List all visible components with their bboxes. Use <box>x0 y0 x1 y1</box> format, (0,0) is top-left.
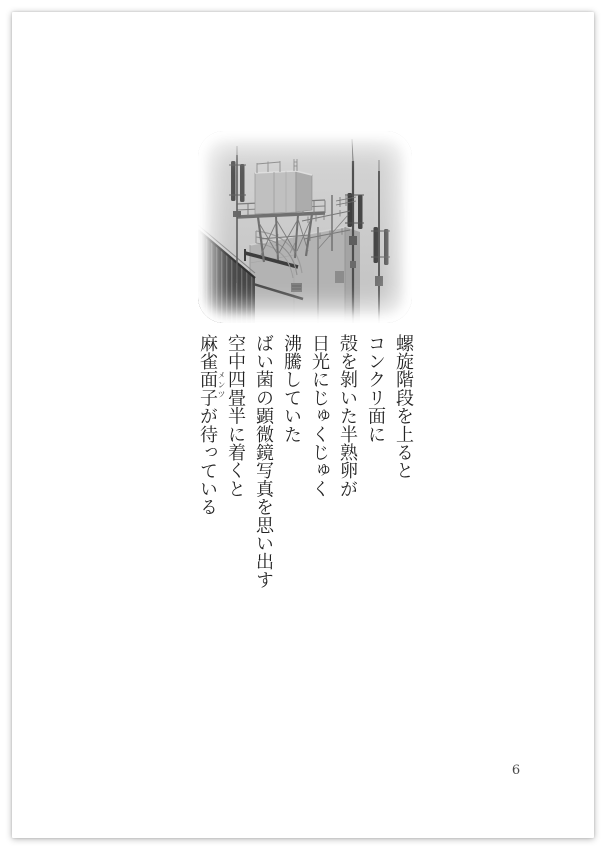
poem <box>193 334 417 614</box>
poem-line-8 <box>193 334 226 614</box>
poem-line-4 <box>305 334 333 614</box>
poem-line-8-before: 麻雀 <box>197 334 218 371</box>
poem-line-8-after: が待っている <box>197 406 218 517</box>
poem-line-7-text: 空中四畳半に着くと <box>225 334 246 498</box>
poem-line-2 <box>361 334 389 614</box>
poem-line-5 <box>277 334 305 614</box>
poem-line-3 <box>333 334 361 614</box>
poem-line-2-text: コンクリ面に <box>365 334 386 444</box>
poem-line-4-text: 日光にじゅくじゅく <box>309 334 330 498</box>
poem-line-8-ruby-base: 面子 <box>197 370 218 407</box>
page-number: 6 <box>511 763 521 778</box>
poem-line-1 <box>389 334 417 614</box>
book-page <box>12 12 594 838</box>
poem-line-3-text: 殻を剝いた半熟卵が <box>337 334 358 498</box>
furigana: メンツ <box>217 371 226 400</box>
poem-line-6-text: ばい菌の顕微鏡写真を思い出す <box>253 334 274 589</box>
poem-line-1-text: 螺旋階段を上ると <box>393 334 414 480</box>
rooftop-photo <box>198 131 412 323</box>
poem-line-6 <box>249 334 277 614</box>
poem-line-5-text: 沸騰していた <box>281 334 302 444</box>
rooftop-photo-illustration <box>198 131 412 323</box>
